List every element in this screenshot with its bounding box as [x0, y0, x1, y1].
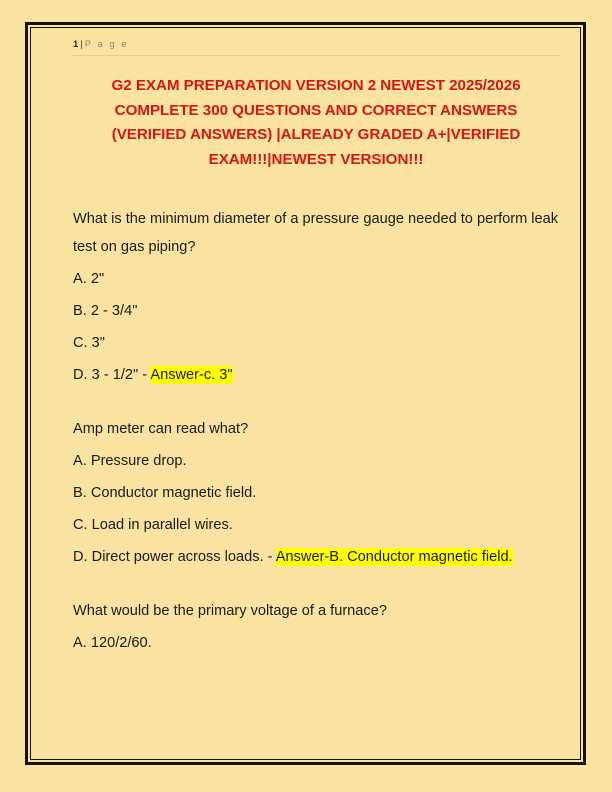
- question-block: [73, 205, 559, 389]
- answer-option: [73, 329, 559, 357]
- highlighted-answer: Answer-B. Conductor magnetic field.: [275, 549, 513, 565]
- question-block: [73, 597, 559, 657]
- question-prompt: What is the minimum diameter of a pressure gauge needed to perform leak test on gas piping?: [73, 211, 559, 255]
- running-header: [73, 37, 559, 56]
- answer-option: [73, 265, 559, 293]
- question-list: [73, 205, 559, 657]
- option-label: B. 2 - 3/4": [73, 303, 138, 319]
- question-prompt: Amp meter can read what?: [73, 421, 249, 437]
- option-label: C. Load in parallel wires.: [73, 517, 233, 533]
- option-label: B. Conductor magnetic field.: [73, 485, 257, 501]
- question-block: [73, 415, 559, 571]
- header-page-word: P a g e: [84, 39, 129, 49]
- answer-option: [73, 447, 559, 475]
- option-label: A. 2": [73, 271, 105, 287]
- answer-option: [73, 543, 559, 571]
- page-title: G2 EXAM PREPARATION VERSION 2 NEWEST 2025/2026 COMPLETE 300 QUESTIONS AND CORRECT ANSWERS (VERIFIED ANSWERS) |ALREADY GRADED A+|VERIFIED EXAM!!!|NEWEST VERSION!!!: [111, 77, 521, 168]
- answer-option: [73, 297, 559, 325]
- option-label: A. 120/2/60.: [73, 635, 152, 651]
- page-content: [28, 25, 589, 768]
- header-separator: |: [80, 39, 83, 49]
- option-label: A. Pressure drop.: [73, 453, 187, 469]
- option-label: D. Direct power across loads. -: [73, 549, 276, 565]
- answer-option: [73, 479, 559, 507]
- header-page-number: 1: [73, 39, 79, 50]
- answer-option: [73, 511, 559, 539]
- option-label: C. 3": [73, 335, 105, 351]
- highlighted-answer: Answer-c. 3": [150, 367, 233, 383]
- question-prompt: What would be the primary voltage of a furnace?: [73, 603, 387, 619]
- answer-option: [73, 629, 559, 657]
- option-label: D. 3 - 1/2" -: [73, 367, 151, 383]
- answer-option: [73, 361, 559, 389]
- page-border-frame: [25, 22, 586, 765]
